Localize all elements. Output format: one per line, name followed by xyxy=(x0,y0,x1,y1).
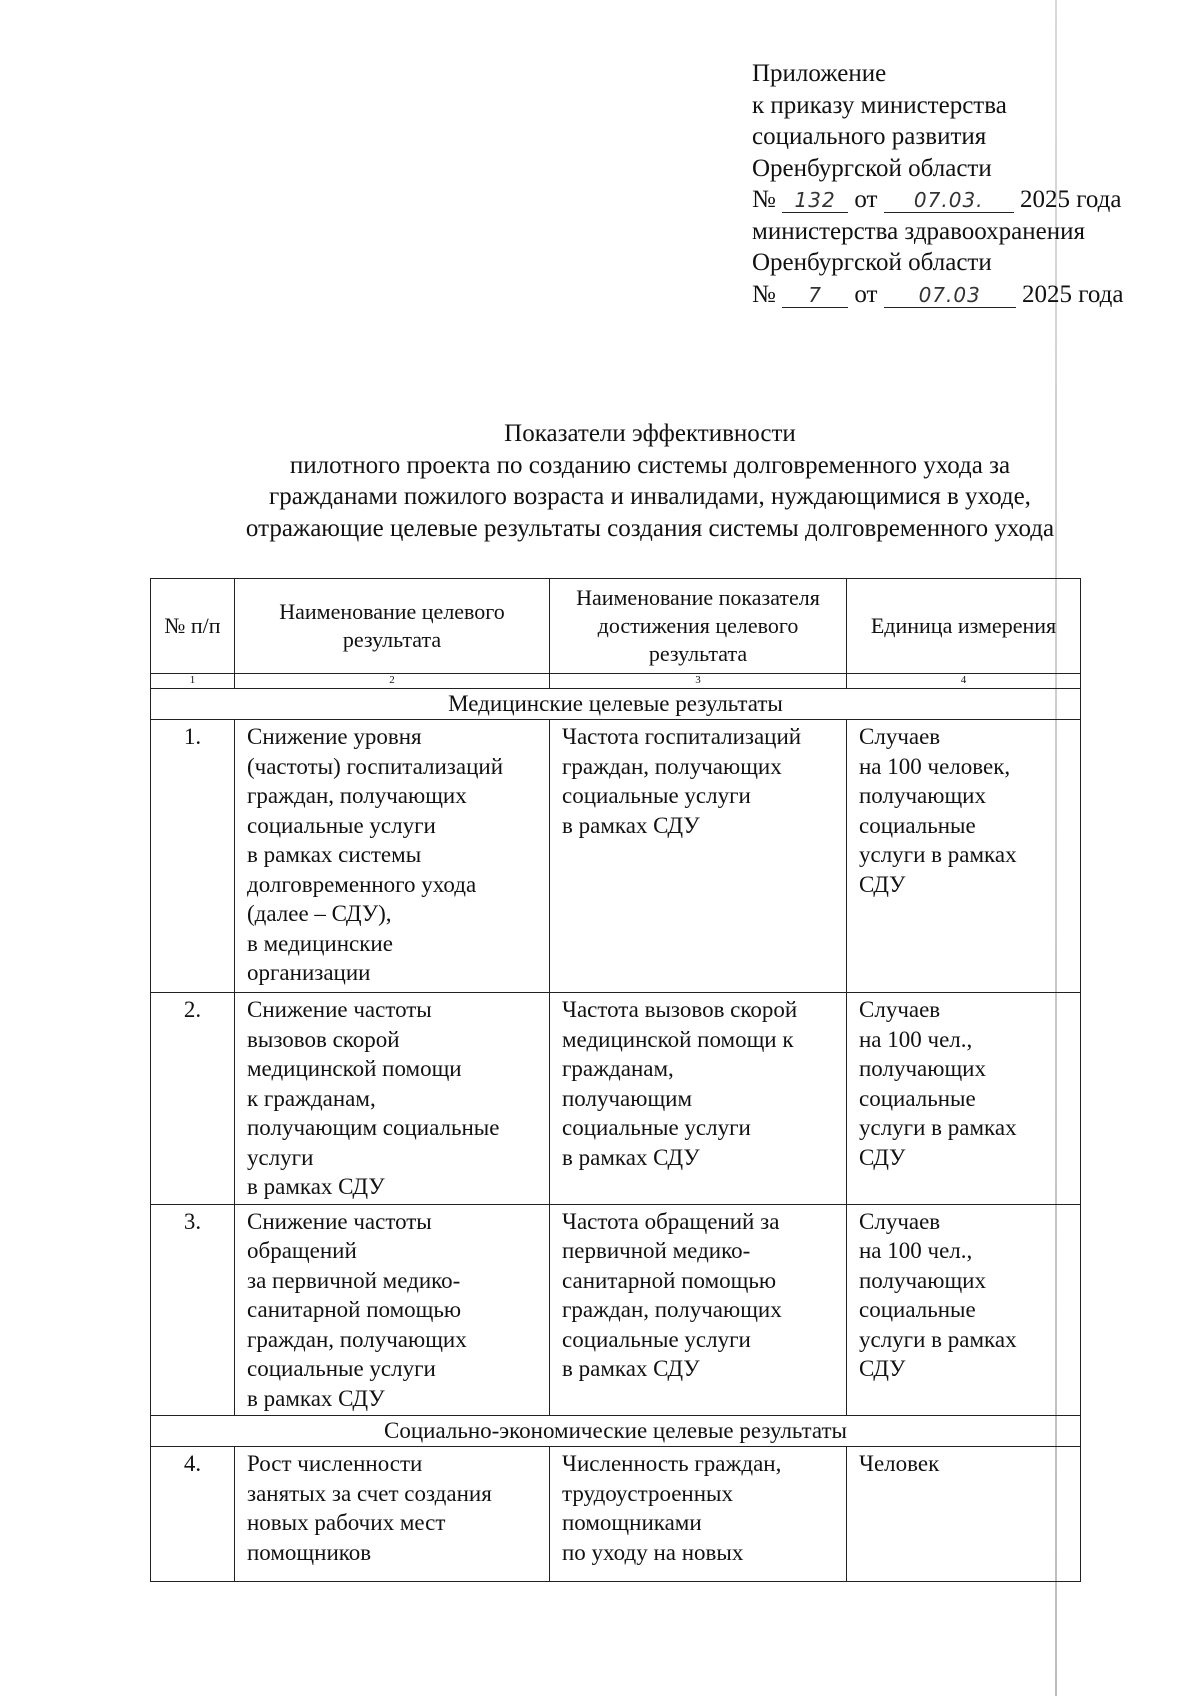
order-year: 2025 года xyxy=(1019,186,1122,213)
title-line: Показатели эффективности xyxy=(504,420,796,447)
section-row-medical xyxy=(151,689,1081,720)
cell-line: социальные услуги xyxy=(247,812,436,838)
column-number: 3 xyxy=(550,674,847,689)
cell-line: помощников xyxy=(247,1539,372,1565)
indicator-cell xyxy=(550,1447,847,1582)
result-cell xyxy=(235,1204,550,1416)
table-row xyxy=(151,1447,1081,1582)
cell-line: граждан, получающих xyxy=(247,1326,467,1352)
cell-line: в медицинские xyxy=(247,930,393,956)
cell-line: организации xyxy=(247,960,371,985)
cell-line: Частота госпитализаций xyxy=(562,724,802,749)
result-cell xyxy=(235,720,550,993)
unit-cell xyxy=(847,1204,1081,1416)
cell-line: получающим xyxy=(562,1085,693,1111)
row-number: 2. xyxy=(151,993,235,1205)
cell-line: на 100 человек, xyxy=(859,753,1011,779)
cell-line: медицинской помощи к xyxy=(562,1026,794,1052)
cell-line: Частота обращений за xyxy=(562,1208,780,1234)
order-year: 2025 года xyxy=(1021,280,1124,308)
header-cell-indicator: Наименование показателя достижения целевого результата xyxy=(550,579,847,674)
cell-line: в рамках СДУ xyxy=(562,1144,700,1170)
unit-cell xyxy=(847,1447,1081,1582)
cell-line: в рамках СДУ xyxy=(247,1385,385,1411)
cell-line: в рамках системы xyxy=(247,842,422,867)
appendix-header xyxy=(752,58,1172,310)
cell-line: получающих xyxy=(859,1267,986,1293)
handwritten-order-number: 7 xyxy=(782,283,848,308)
cell-line: по уходу на новых xyxy=(562,1539,744,1565)
cell-line: за первичной медико- xyxy=(247,1267,461,1293)
cell-line: социальные услуги xyxy=(562,783,751,808)
cell-line: в рамках СДУ xyxy=(562,1356,700,1381)
unit-cell xyxy=(847,993,1081,1205)
table-row xyxy=(151,720,1081,993)
cell-line: Случаев xyxy=(859,997,941,1022)
handwritten-order-date: 07.03 xyxy=(884,283,1016,308)
cell-line: на 100 чел., xyxy=(859,1238,973,1263)
cell-line: услуги в рамках xyxy=(859,1326,1017,1352)
appendix-line: Оренбургской области xyxy=(752,154,992,182)
handwritten-order-date: 07.03. xyxy=(884,188,1014,213)
result-cell xyxy=(235,1447,550,1582)
cell-line: социальные xyxy=(859,812,976,838)
document-title xyxy=(150,418,1150,544)
cell-line: Человек xyxy=(859,1451,940,1476)
row-number: 3. xyxy=(151,1204,235,1416)
cell-line: социальные xyxy=(859,1085,976,1111)
appendix-line: Оренбургской области xyxy=(752,249,992,276)
row-number: 1. xyxy=(151,720,235,993)
cell-line: Случаев xyxy=(859,1208,941,1234)
cell-line: СДУ xyxy=(859,1144,906,1170)
appendix-line: министерства здравоохранения xyxy=(752,217,1085,245)
cell-line: (частоты) госпитализаций xyxy=(247,753,504,779)
cell-line: Снижение частоты xyxy=(247,1208,432,1234)
cell-line: Снижение частоты xyxy=(247,997,432,1022)
cell-line: получающим социальные xyxy=(247,1115,500,1140)
result-cell xyxy=(235,993,550,1205)
section-title: Медицинские целевые результаты xyxy=(151,689,1081,720)
title-line: пилотного проекта по созданию системы долговременного ухода за xyxy=(289,451,1011,479)
cell-line: трудоустроенных xyxy=(562,1480,734,1506)
cell-line: услуги xyxy=(247,1144,314,1170)
cell-line: Рост численности xyxy=(247,1451,423,1476)
cell-line: социальные услуги xyxy=(562,1326,751,1352)
date-preposition: от xyxy=(854,280,878,308)
cell-line: помощниками xyxy=(562,1510,702,1535)
cell-line: граждан, получающих xyxy=(562,753,782,779)
section-row-socioeconomic xyxy=(151,1416,1081,1447)
column-number-row xyxy=(151,674,1081,689)
cell-line: Случаев xyxy=(859,724,941,749)
cell-line: санитарной помощью xyxy=(247,1297,462,1322)
appendix-line: социального развития xyxy=(752,123,987,150)
cell-line: первичной медико- xyxy=(562,1238,751,1263)
title-line: отражающие целевые результаты создания системы долговременного ухода xyxy=(245,514,1055,542)
column-number: 4 xyxy=(847,674,1081,689)
cell-line: СДУ xyxy=(859,871,906,897)
cell-line: Снижение уровня xyxy=(247,724,422,749)
cell-line: социальные услуги xyxy=(247,1356,436,1381)
cell-line: обращений xyxy=(247,1238,357,1263)
header-cell-num: № п/п xyxy=(151,579,235,674)
cell-line: гражданам, xyxy=(562,1056,674,1081)
cell-line: санитарной помощью xyxy=(562,1267,777,1293)
appendix-line: Приложение xyxy=(752,60,887,87)
header-cell-unit: Единица измерения xyxy=(847,579,1081,674)
cell-line: социальные услуги xyxy=(562,1115,751,1140)
cell-line: вызовов скорой xyxy=(247,1026,400,1052)
table-row xyxy=(151,993,1081,1205)
row-number: 4. xyxy=(151,1447,235,1582)
cell-line: (далее – СДУ), xyxy=(247,901,392,926)
table-header-row xyxy=(151,579,1081,674)
cell-line: граждан, получающих xyxy=(247,783,467,808)
indicator-cell xyxy=(550,993,847,1205)
indicator-cell xyxy=(550,720,847,993)
appendix-line: к приказу министерства xyxy=(752,91,1007,119)
date-preposition: от xyxy=(854,186,878,213)
indicator-cell xyxy=(550,1204,847,1416)
order-line-social xyxy=(752,184,1172,216)
cell-line: получающих xyxy=(859,783,986,808)
unit-cell xyxy=(847,720,1081,993)
indicators-table xyxy=(150,578,1081,1582)
handwritten-order-number: 132 xyxy=(782,188,848,213)
cell-line: СДУ xyxy=(859,1356,906,1381)
cell-line: услуги в рамках xyxy=(859,1115,1017,1140)
title-line: гражданами пожилого возраста и инвалидами, нуждающимися в уходе, xyxy=(269,483,1031,510)
cell-line: долговременного ухода xyxy=(247,871,477,897)
cell-line: занятых за счет создания xyxy=(247,1480,492,1506)
cell-line: на 100 чел., xyxy=(859,1026,973,1052)
cell-line: новых рабочих мест xyxy=(247,1510,446,1535)
column-number: 2 xyxy=(235,674,550,689)
cell-line: в рамках СДУ xyxy=(247,1174,385,1199)
table-row xyxy=(151,1204,1081,1416)
cell-line: в рамках СДУ xyxy=(562,812,700,838)
number-sign: № xyxy=(752,186,776,213)
cell-line: граждан, получающих xyxy=(562,1297,782,1322)
cell-line: к гражданам, xyxy=(247,1085,376,1111)
cell-line: социальные xyxy=(859,1297,976,1322)
cell-line: Частота вызовов скорой xyxy=(562,997,798,1022)
cell-line: получающих xyxy=(859,1056,986,1081)
column-number: 1 xyxy=(151,674,235,689)
section-title: Социально-экономические целевые результаты xyxy=(151,1416,1081,1447)
number-sign: № xyxy=(752,280,776,308)
cell-line: услуги в рамках xyxy=(859,842,1017,867)
cell-line: Численность граждан, xyxy=(562,1451,782,1476)
header-cell-result: Наименование целевого результата xyxy=(235,579,550,674)
cell-line: медицинской помощи xyxy=(247,1056,462,1081)
order-line-health xyxy=(752,279,1172,311)
